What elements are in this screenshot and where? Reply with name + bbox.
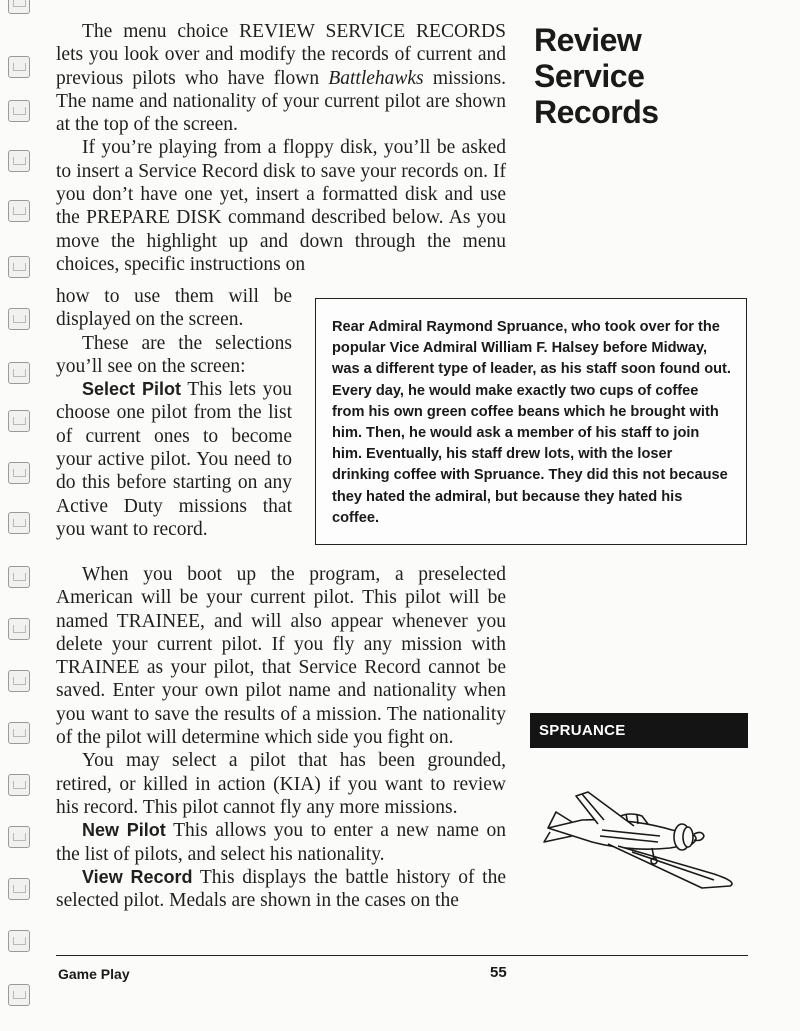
intro-text: The menu choice REVIEW SERVICE RECORDS lets you look over and modify the records of current and previous pilots who have flown xyxy=(56,21,506,89)
page-number: 55 xyxy=(490,964,507,981)
binding-slot xyxy=(8,0,30,14)
binding-slot xyxy=(8,566,30,588)
caption-bar: SPRUANCE xyxy=(530,713,748,748)
paragraph-new-pilot xyxy=(56,819,506,866)
binding-slot xyxy=(8,256,30,278)
spiral-binding xyxy=(0,0,44,1031)
view-record-term: View Record xyxy=(82,866,193,887)
body-text-upper xyxy=(56,20,506,276)
heading-line-3: Records xyxy=(534,94,659,130)
heading-line-1: Review xyxy=(534,22,642,58)
new-pilot-term: New Pilot xyxy=(82,820,166,841)
binding-slot xyxy=(8,774,30,796)
binding-slot xyxy=(8,362,30,384)
paragraph-intro xyxy=(56,20,506,136)
paragraph-floppy-continued: how to use them will be displayed on the screen. xyxy=(56,286,292,331)
binding-slot xyxy=(8,200,30,222)
binding-slot xyxy=(8,56,30,78)
paragraph-floppy: If you’re playing from a floppy disk, you’ll be asked to insert a Service Record disk to save your records on. If you don’t have one yet, insert a formatted disk and use the PREPARE DISK command described below. As you move the highlight up and down through the menu choices, specific instructions on xyxy=(56,137,506,275)
binding-slot xyxy=(8,512,30,534)
footer-rule xyxy=(56,955,748,956)
binding-slot xyxy=(8,308,30,330)
body-text-narrow xyxy=(56,285,292,541)
airplane-illustration xyxy=(542,790,742,890)
binding-slot xyxy=(8,826,30,848)
binding-slot xyxy=(8,410,30,432)
select-pilot-term: Select Pilot xyxy=(82,379,181,400)
binding-slot xyxy=(8,100,30,122)
game-title: Battlehawks xyxy=(328,67,424,89)
binding-slot xyxy=(8,984,30,1006)
sidebar-text: Rear Admiral Raymond Spruance, who took over for the popular Vice Admiral William F. Halsey before Midway, was a different type of leader, as his staff soon found out. Every day, he would make exactly two cups of coffee from his own green coffee beans which he brought with him. Then, he would ask a member of his staff to join him. Eventually, his staff drew lots, with the loser drinking coffee with Spruance. They did this not because they hated the admiral, but because they hated his coffee. xyxy=(332,319,731,526)
binding-slot xyxy=(8,462,30,484)
binding-slot xyxy=(8,618,30,640)
heading-line-2: Service xyxy=(534,58,645,94)
binding-slot xyxy=(8,722,30,744)
select-pilot-text: This lets you choose one pilot from the list of current ones to become your active pilot. You need to do this before starting on any Active Duty missions that you want to record. xyxy=(56,379,292,540)
section-heading xyxy=(534,22,734,130)
footer-section-label: Game Play xyxy=(58,966,130,982)
binding-slot xyxy=(8,930,30,952)
binding-slot xyxy=(8,670,30,692)
new-pilot-text: This allows you to enter a new name on the list of pilots, and select his nationality. xyxy=(56,820,506,865)
binding-slot xyxy=(8,150,30,172)
paragraph-grounded: You may select a pilot that has been grounded, retired, or killed in action (KIA) if you want to review his record. This pilot cannot fly any more missions. xyxy=(56,750,506,818)
body-text-lower xyxy=(56,563,506,912)
view-record-text: This displays the battle history of the selected pilot. Medals are shown in the cases on the xyxy=(56,866,506,912)
binding-slot xyxy=(8,878,30,900)
paragraph-view-record xyxy=(56,866,506,913)
sidebar-box xyxy=(315,298,747,545)
paragraph-selections: These are the selections you’ll see on the screen: xyxy=(56,332,292,377)
paragraph-select-pilot xyxy=(56,378,292,541)
intro-text-end: missions. The name and nationality of your current pilot are shown at the top of the screen. xyxy=(56,67,506,136)
paragraph-trainee: When you boot up the program, a preselected American will be your current pilot. This pilot will be named TRAINEE, and will also appear whenever you delete your current pilot. If you fly any mission with TRAINEE as your pilot, that Service Record cannot be saved. Enter your own pilot name and nationality when you want to save the results of a mission. The nationality of the pilot will determine which side you fight on. xyxy=(56,564,506,749)
